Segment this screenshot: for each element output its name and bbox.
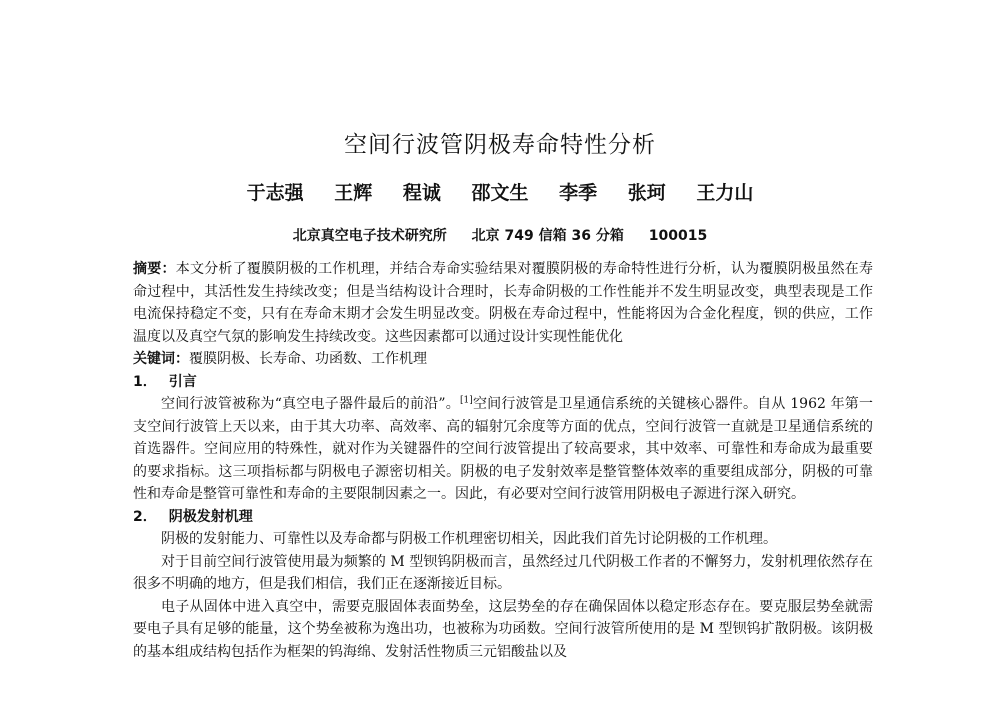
section-heading-emission-mechanism bbox=[133, 506, 873, 529]
author-name: 王力山 bbox=[696, 182, 754, 204]
author-name: 于志强 bbox=[246, 182, 304, 204]
paper-title: 空间行波管阴极寿命特性分析 bbox=[344, 132, 656, 158]
affiliation-institution: 北京真空电子技术研究所 bbox=[292, 228, 447, 244]
section-title: 引言 bbox=[168, 373, 197, 390]
paragraph-text: 空间行波管被称为“真空电子器件最后的前沿”。 bbox=[161, 396, 460, 412]
affiliation-address: 北京 749 信箱 36 分箱 bbox=[471, 228, 624, 244]
keywords-label: 关键词： bbox=[133, 351, 189, 367]
section-heading-introduction bbox=[133, 371, 873, 394]
author-name: 程诚 bbox=[402, 182, 441, 204]
abstract bbox=[133, 258, 873, 348]
section-title: 阴极发射机理 bbox=[168, 508, 253, 525]
citation-ref: [1] bbox=[459, 395, 473, 406]
author-name: 邵文生 bbox=[471, 182, 529, 204]
author-name: 张珂 bbox=[627, 182, 666, 204]
author-name: 王辉 bbox=[334, 182, 373, 204]
mechanism-paragraph-2: 对于目前空间行波管使用最为频繁的 M 型钡钨阴极而言，虽然经过几代阴极工作者的不懈努力，发射机理依然存在很多不明确的地方，但是我们相信，我们正在逐渐接近目标。 bbox=[133, 553, 873, 592]
author-name: 李季 bbox=[559, 182, 598, 204]
mechanism-paragraph-1: 阴极的发射能力、可靠性以及寿命都与阴极工作机理密切相关，因此我们首先讨论阴极的工作机理。 bbox=[161, 531, 777, 547]
affiliation-postcode: 100015 bbox=[648, 228, 708, 244]
paragraph-text: 空间行波管是卫星通信系统的关键核心器件。自从 1962 年第一支空间行波管上天以来，由于其大功率、高效率、高的辐射冗余度等方面的优点，空间行波管一直就是卫星通信系统的首选器件。空间应用的特殊性，就对作为关键器件的空间行波管提出了较高要求，其中效率、可靠性和寿命成为最重要的要求指标。这三项指标都与阴极电子源密切相关。阴极的电子发射效率是整管整体效率的重要组成部分，阴极的可靠性和寿命是整管可靠性和寿命的主要限制因素之一。因此，有必要对空间行波管用阴极电子源进行深入研究。 bbox=[133, 396, 873, 502]
section-number: 2． bbox=[133, 508, 157, 525]
mechanism-paragraph-3: 电子从固体中进入真空中，需要克服固体表面势垒，这层势垒的存在确保固体以稳定形态存在。要克服层势垒就需要电子具有足够的能量，这个势垒被称为逸出功，也被称为功函数。空间行波管所使用的是 M 型钡钨扩散阴极。该阴极的基本组成结构包括作为框架的钨海绵、发射活性物质三元铝酸盐以及 bbox=[133, 598, 873, 660]
abstract-text: 本文分析了覆膜阴极的工作机理，并结合寿命实验结果对覆膜阴极的寿命特性进行分析，认为覆膜阴极虽然在寿命过程中，其活性发生持续改变；但是当结构设计合理时，长寿命阴极的工作性能并不发生明显改变，典型表现是工作电流保持稳定不变，只有在寿命末期才会发生明显改变。阴极在寿命过程中，性能将因为合金化程度，钡的供应，工作温度以及真空气氛的影响发生持续改变。这些因素都可以通过设计实现性能优化 bbox=[133, 261, 874, 345]
introduction-paragraph bbox=[133, 393, 873, 506]
author-list bbox=[0, 180, 1000, 206]
paper-body bbox=[133, 258, 873, 663]
keywords-text: 覆膜阴极、长寿命、功函数、工作机理 bbox=[189, 351, 427, 367]
abstract-label: 摘要： bbox=[133, 261, 176, 277]
keywords bbox=[133, 348, 873, 371]
affiliation bbox=[0, 226, 1000, 246]
section-number: 1． bbox=[133, 373, 157, 390]
